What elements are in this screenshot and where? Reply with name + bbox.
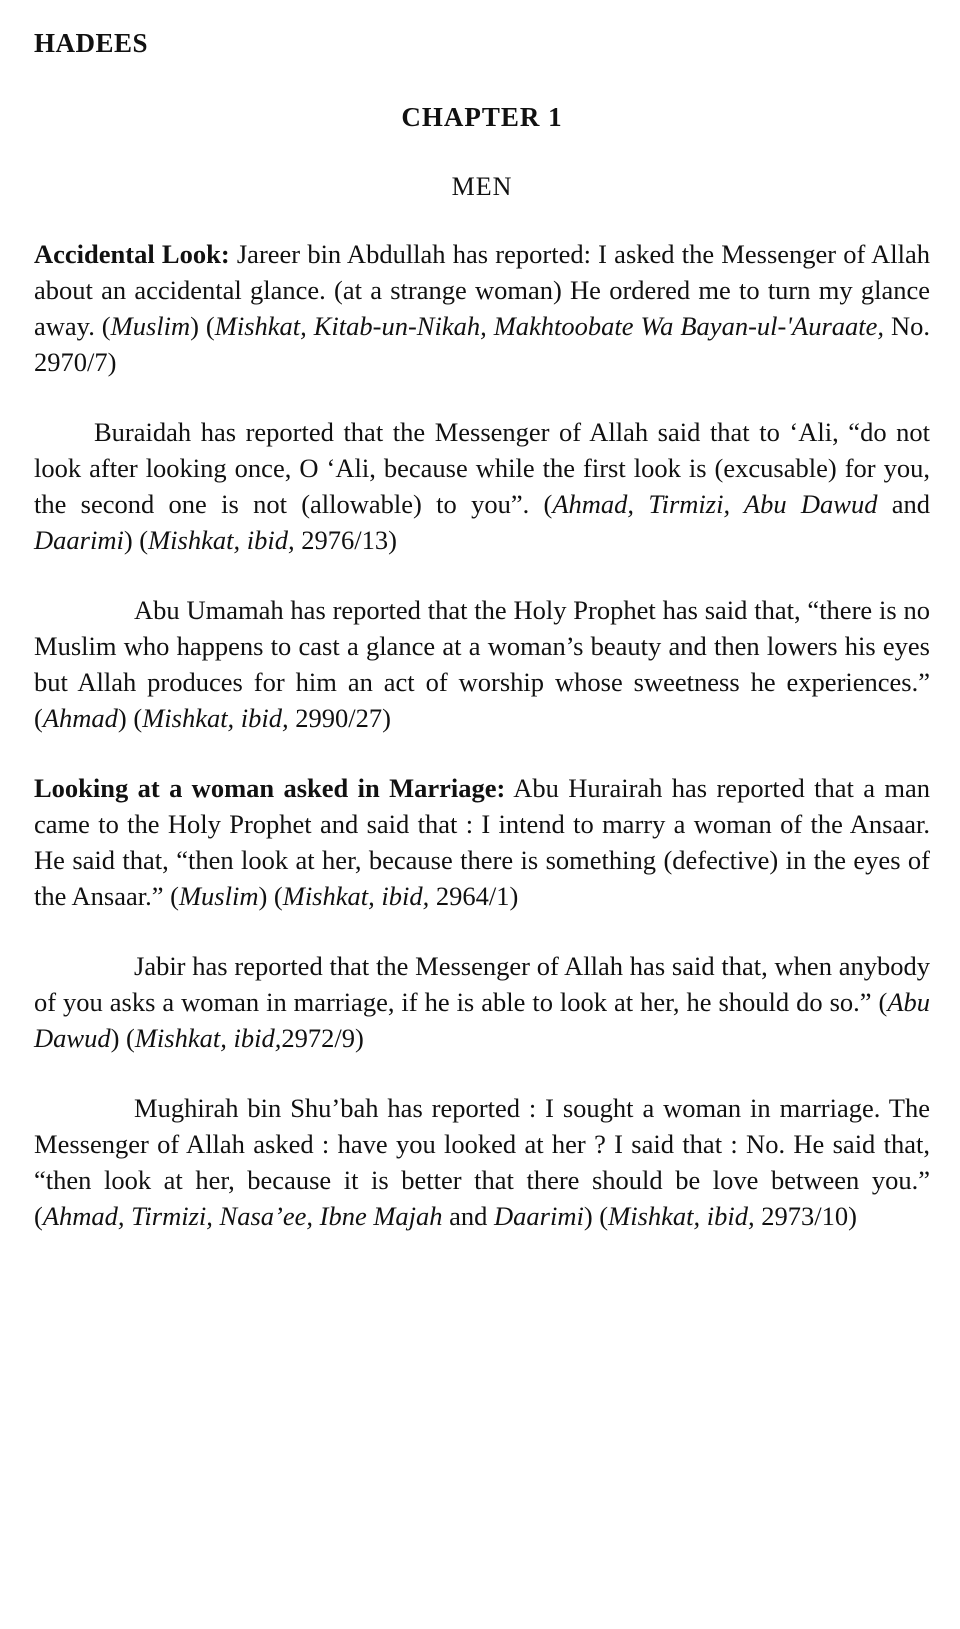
citation-source: Ahmad, Tirmizi, Abu Dawud [552,489,878,519]
paragraph-accidental-look [34,236,930,380]
paragraph-text: Jareer bin Abdullah has reported: I asked the Messenger of Allah about an accidental glance. (at a strange woman) He ordered me to turn my glance away. ( [34,239,931,341]
citation-source: Ahmad, Tirmizi, Nasa’ee, Ibne Majah [42,1201,443,1231]
citation-number: No. 2970/7) [34,311,931,377]
citation-number: 2964/1) [429,881,519,911]
citation-number: 2972/9) [281,1023,364,1053]
paragraph-text: Abu Umamah has reported that the Holy Prophet has said that, “there is no Muslim who happens to cast a glance at a woman’s beauty and then lowers his eyes but Allah produces for him an act of worship whose sweetness he experiences.” ( [34,595,930,733]
paragraph-text: ) ( [190,311,215,341]
citation-source: Abu Dawud [34,987,930,1053]
paragraph-jabir [34,948,930,1056]
section-title: MEN [451,172,513,201]
paragraph-mughirah [34,1090,930,1234]
citation-source: Muslim [178,881,259,911]
paragraph-text: and [442,1201,495,1231]
paragraph-text: ) ( [583,1201,609,1231]
paragraph-buraidah [34,414,930,558]
citation-source: Ahmad [42,703,118,733]
paragraph-text: Abu Hurairah has reported that a man came to the Holy Prophet and said that : I intend to marry a woman of the Ansaar. He said that, “then look at her, because there is something (defective) in the eyes of the Ansaar.” ( [34,773,930,911]
paragraph-text: and [877,489,931,519]
citation-source: Mishkat, ibid, [282,881,430,911]
paragraph-heading: Looking at a woman asked in Marriage: [34,773,506,803]
paragraph-looking-in-marriage [34,770,930,914]
citation-number: 2990/27) [288,703,391,733]
running-head: HADEES [34,28,149,58]
paragraph-text: Jabir has reported that the Messenger of Allah has said that, when anybody of you asks a woman in marriage, if he is able to look at her, he should do so.” ( [34,951,930,1017]
paragraph-heading: Accidental Look: [34,239,230,269]
paragraph-text: ) ( [258,881,283,911]
citation-source: Mishkat, ibid, [134,1023,282,1053]
citation-number: 2976/13) [294,525,397,555]
citation-source: Mishkat, ibid, [608,1201,755,1231]
paragraph-text: ) ( [123,525,149,555]
paragraph-text: ) ( [110,1023,135,1053]
citation-source: Mishkat, ibid, [142,703,289,733]
paragraph-abu-umamah [34,592,930,736]
citation-source: Mishkat, ibid, [148,525,295,555]
citation-number: 2973/10) [754,1201,857,1231]
citation-source: Muslim [110,311,191,341]
citation-source: Mishkat, Kitab-un-Nikah, Makhtoobate Wa Bayan-ul-'Auraate, [214,311,885,341]
citation-source: Daarimi [494,1201,584,1231]
paragraph-text: Mughirah bin Shu’bah has reported : I sought a woman in marriage. The Messenger of Allah asked : have you looked at her ? I said that : No. He said that, “then look at her, because it is better that there should be love between you.” ( [34,1093,930,1231]
citation-source: Daarimi [34,525,124,555]
paragraph-text: Buraidah has reported that the Messenger of Allah said that to ‘Ali, “do not look after looking once, O ‘Ali, because while the first look is (excusable) for you, the second one is not (allowable) to you”. ( [34,417,930,519]
chapter-title: CHAPTER 1 [401,102,563,132]
paragraph-text: ) ( [117,703,143,733]
